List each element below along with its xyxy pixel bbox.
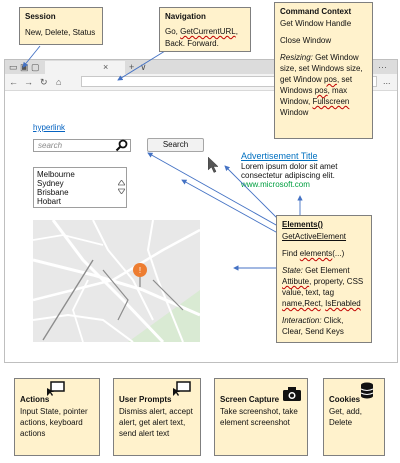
list-item[interactable]: Hobart [37,197,62,206]
navigation-note [159,7,251,52]
keyboard-mouse-icon [47,381,67,397]
command-line-2: Close Window [280,36,332,45]
prompts-title: User Prompts [119,395,172,404]
more-menu-icon[interactable]: ··· [378,62,387,72]
session-title: Session [25,12,56,21]
navigation-body-2: Back. Forward. [165,39,219,48]
tab-icon: ▢ [31,62,40,72]
cookies-body: Get, add, Delete [329,407,362,427]
capture-title: Screen Capture [220,395,280,404]
ad-url[interactable]: www.microsoft.com [241,180,310,189]
elements-interaction: Interaction: Click, Clear, Send Keys [282,316,344,336]
ad-title[interactable]: Advertisement Title [241,151,318,161]
forward-arrow-icon[interactable]: → [24,77,33,87]
navigation-body: Go, GetCurrentURL, [165,27,238,36]
prompts-body: Dismiss alert, accept alert, get alert text, send alert text [119,407,193,438]
ad-text-line: Lorem ipsum dolor sit amet [241,162,338,171]
cookies-title: Cookies [329,395,361,404]
more-icon[interactable]: ... [383,76,391,86]
elements-find: Find elements(...) [282,249,345,258]
command-resizing: Resizing: Get Window size, set Windows size, get Window pos, set Windows pos, max Window, Fullscreen Window [280,53,363,117]
session-note [19,7,103,45]
database-icon [360,382,374,399]
command-context-note [274,2,373,139]
svg-text:!: ! [138,266,142,275]
camera-icon [283,387,301,401]
list-item[interactable]: Sydney [37,179,64,188]
command-title: Command Context [280,7,352,16]
actions-title: Actions [20,395,50,404]
ad-text-line: consectetur adipiscing elit. [241,171,335,180]
search-input[interactable]: search [33,139,131,152]
elements-active: GetActiveElement [282,232,347,241]
tab-menu-icon[interactable]: ∨ [140,62,147,72]
elements-note [276,215,372,343]
actions-body: Input State, pointer actions, keyboard actions [20,407,88,438]
window-icon: ▭ [9,62,18,72]
command-line-1: Get Window Handle [280,19,352,28]
tabs-icon: ▣ [20,62,29,72]
refresh-icon[interactable]: ↻ [40,77,48,87]
session-body: New, Delete, Status [25,28,96,37]
search-button[interactable]: Search [147,138,204,152]
new-tab-icon[interactable]: + [129,62,135,72]
elements-title: Elements() [282,220,323,229]
hyperlink[interactable]: hyperlink [33,123,66,132]
cookies-note [323,378,385,456]
home-icon[interactable]: ⌂ [56,77,62,87]
close-tab-icon[interactable]: × [103,62,109,72]
navigation-title: Navigation [165,12,206,21]
elements-state: State: Get Element Attibute, property, CSS value, text, tag name,Rect, IsEnabled [282,266,364,308]
back-arrow-icon[interactable]: ← [9,77,18,87]
prompt-dialog-icon [173,381,193,397]
capture-body: Take screenshot, take element screenshot [220,407,298,427]
list-item[interactable]: Brisbane [37,188,69,197]
list-item[interactable]: Melbourne [37,170,75,179]
